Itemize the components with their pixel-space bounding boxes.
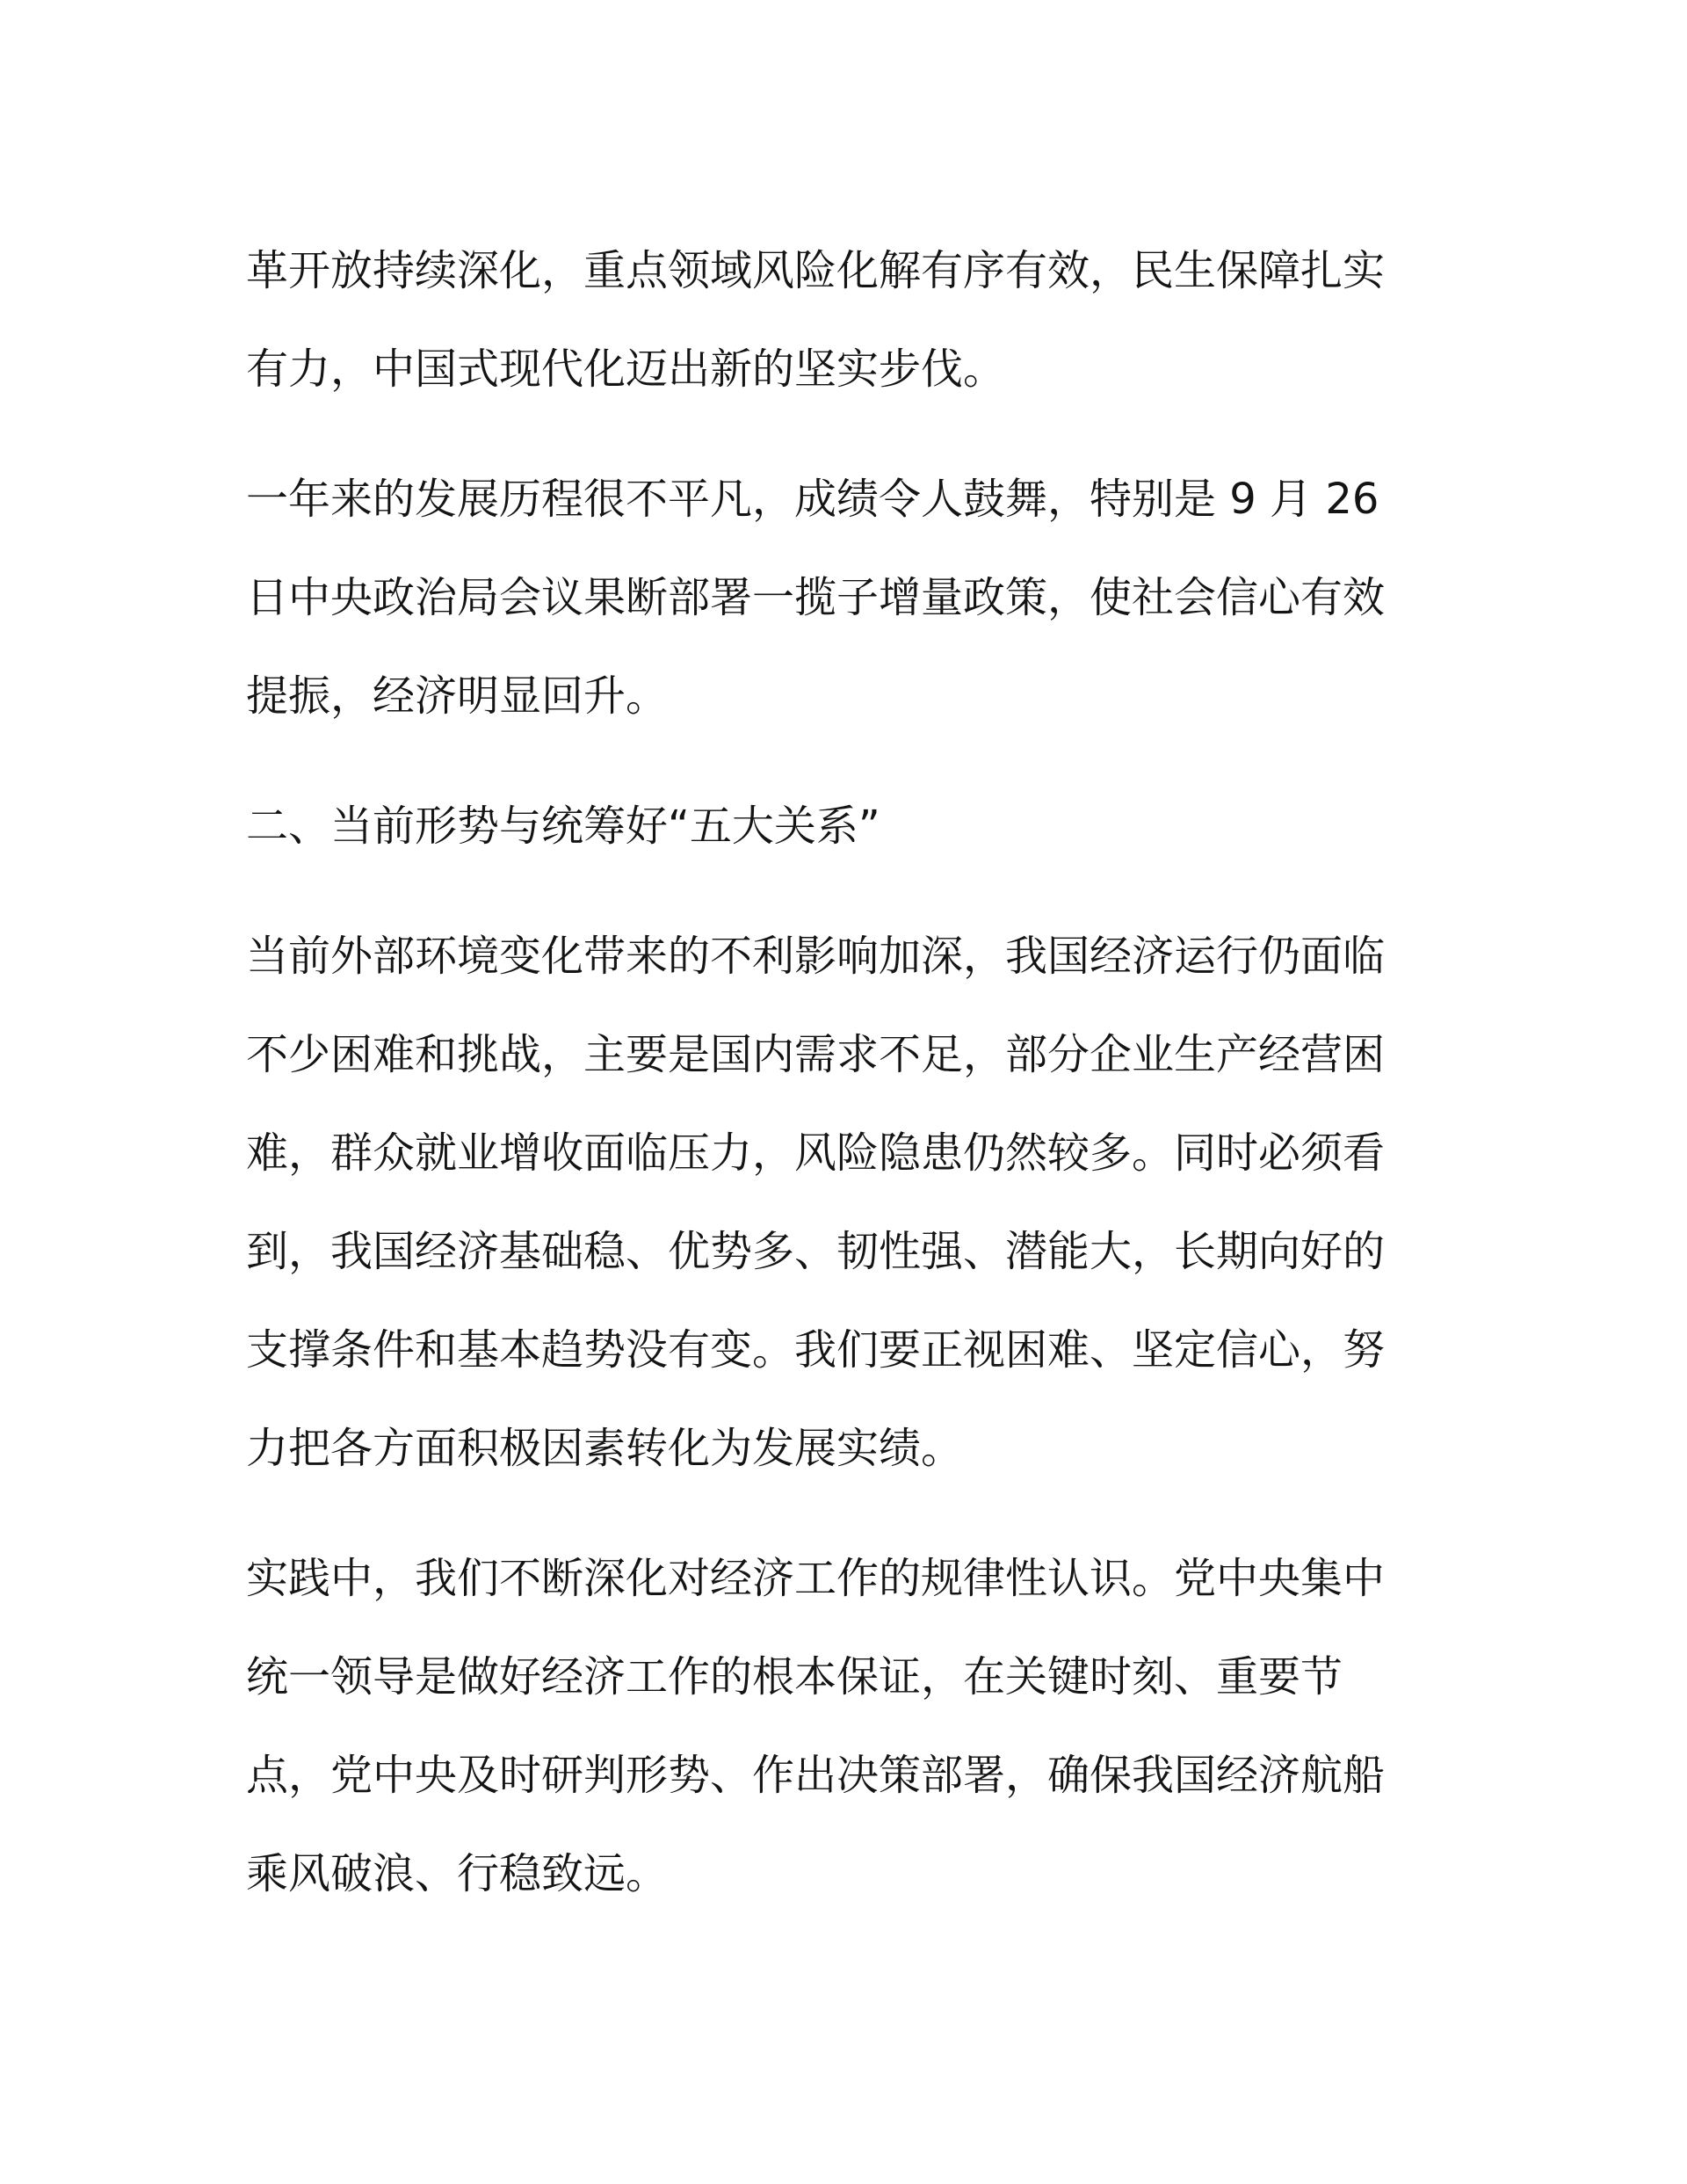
text-line: 点，党中央及时研判形势、作出决策部署，确保我国经济航船 (246, 1751, 1386, 1800)
text-line: 有力，中国式现代化迈出新的坚实步伐。 (246, 345, 1006, 394)
text-line: 力把各方面积极因素转化为发展实绩。 (246, 1424, 964, 1473)
paragraph-continuation (246, 221, 1443, 418)
paragraph-year-review (246, 450, 1443, 745)
paragraph-gap (246, 875, 1443, 907)
paragraph-practice (246, 1529, 1443, 1923)
document-body (246, 221, 1443, 1923)
section-heading (246, 777, 1443, 875)
text-line: 支撑条件和基本趋势没有变。我们要正视困难、坚定信心，努 (246, 1325, 1386, 1375)
text-line: 一年来的发展历程很不平凡，成绩令人鼓舞，特别是 9 月 26 (246, 475, 1379, 524)
text-line: 难，群众就业增收面临压力，风险隐患仍然较多。同时必须看 (246, 1128, 1386, 1178)
text-line: 革开放持续深化，重点领域风险化解有序有效，民生保障扎实 (246, 246, 1386, 295)
heading-line: 二、当前形势与统筹好“五大关系” (246, 802, 880, 851)
paragraph-gap (246, 745, 1443, 777)
text-line: 实践中，我们不断深化对经济工作的规律性认识。党中央集中 (246, 1554, 1386, 1603)
text-line: 日中央政治局会议果断部署一揽子增量政策，使社会信心有效 (246, 573, 1386, 622)
paragraph-gap (246, 418, 1443, 450)
text-line: 到，我国经济基础稳、优势多、韧性强、潜能大，长期向好的 (246, 1227, 1386, 1276)
text-line: 统一领导是做好经济工作的根本保证，在关键时刻、重要节 (246, 1652, 1343, 1701)
paragraph-current-situation (246, 907, 1443, 1498)
text-line: 当前外部环境变化带来的不利影响加深，我国经济运行仍面临 (246, 932, 1386, 981)
text-line: 乘风破浪、行稳致远。 (246, 1849, 669, 1898)
text-line: 不少困难和挑战，主要是国内需求不足，部分企业生产经营困 (246, 1030, 1386, 1079)
text-line: 提振，经济明显回升。 (246, 671, 669, 721)
paragraph-gap (246, 1498, 1443, 1529)
